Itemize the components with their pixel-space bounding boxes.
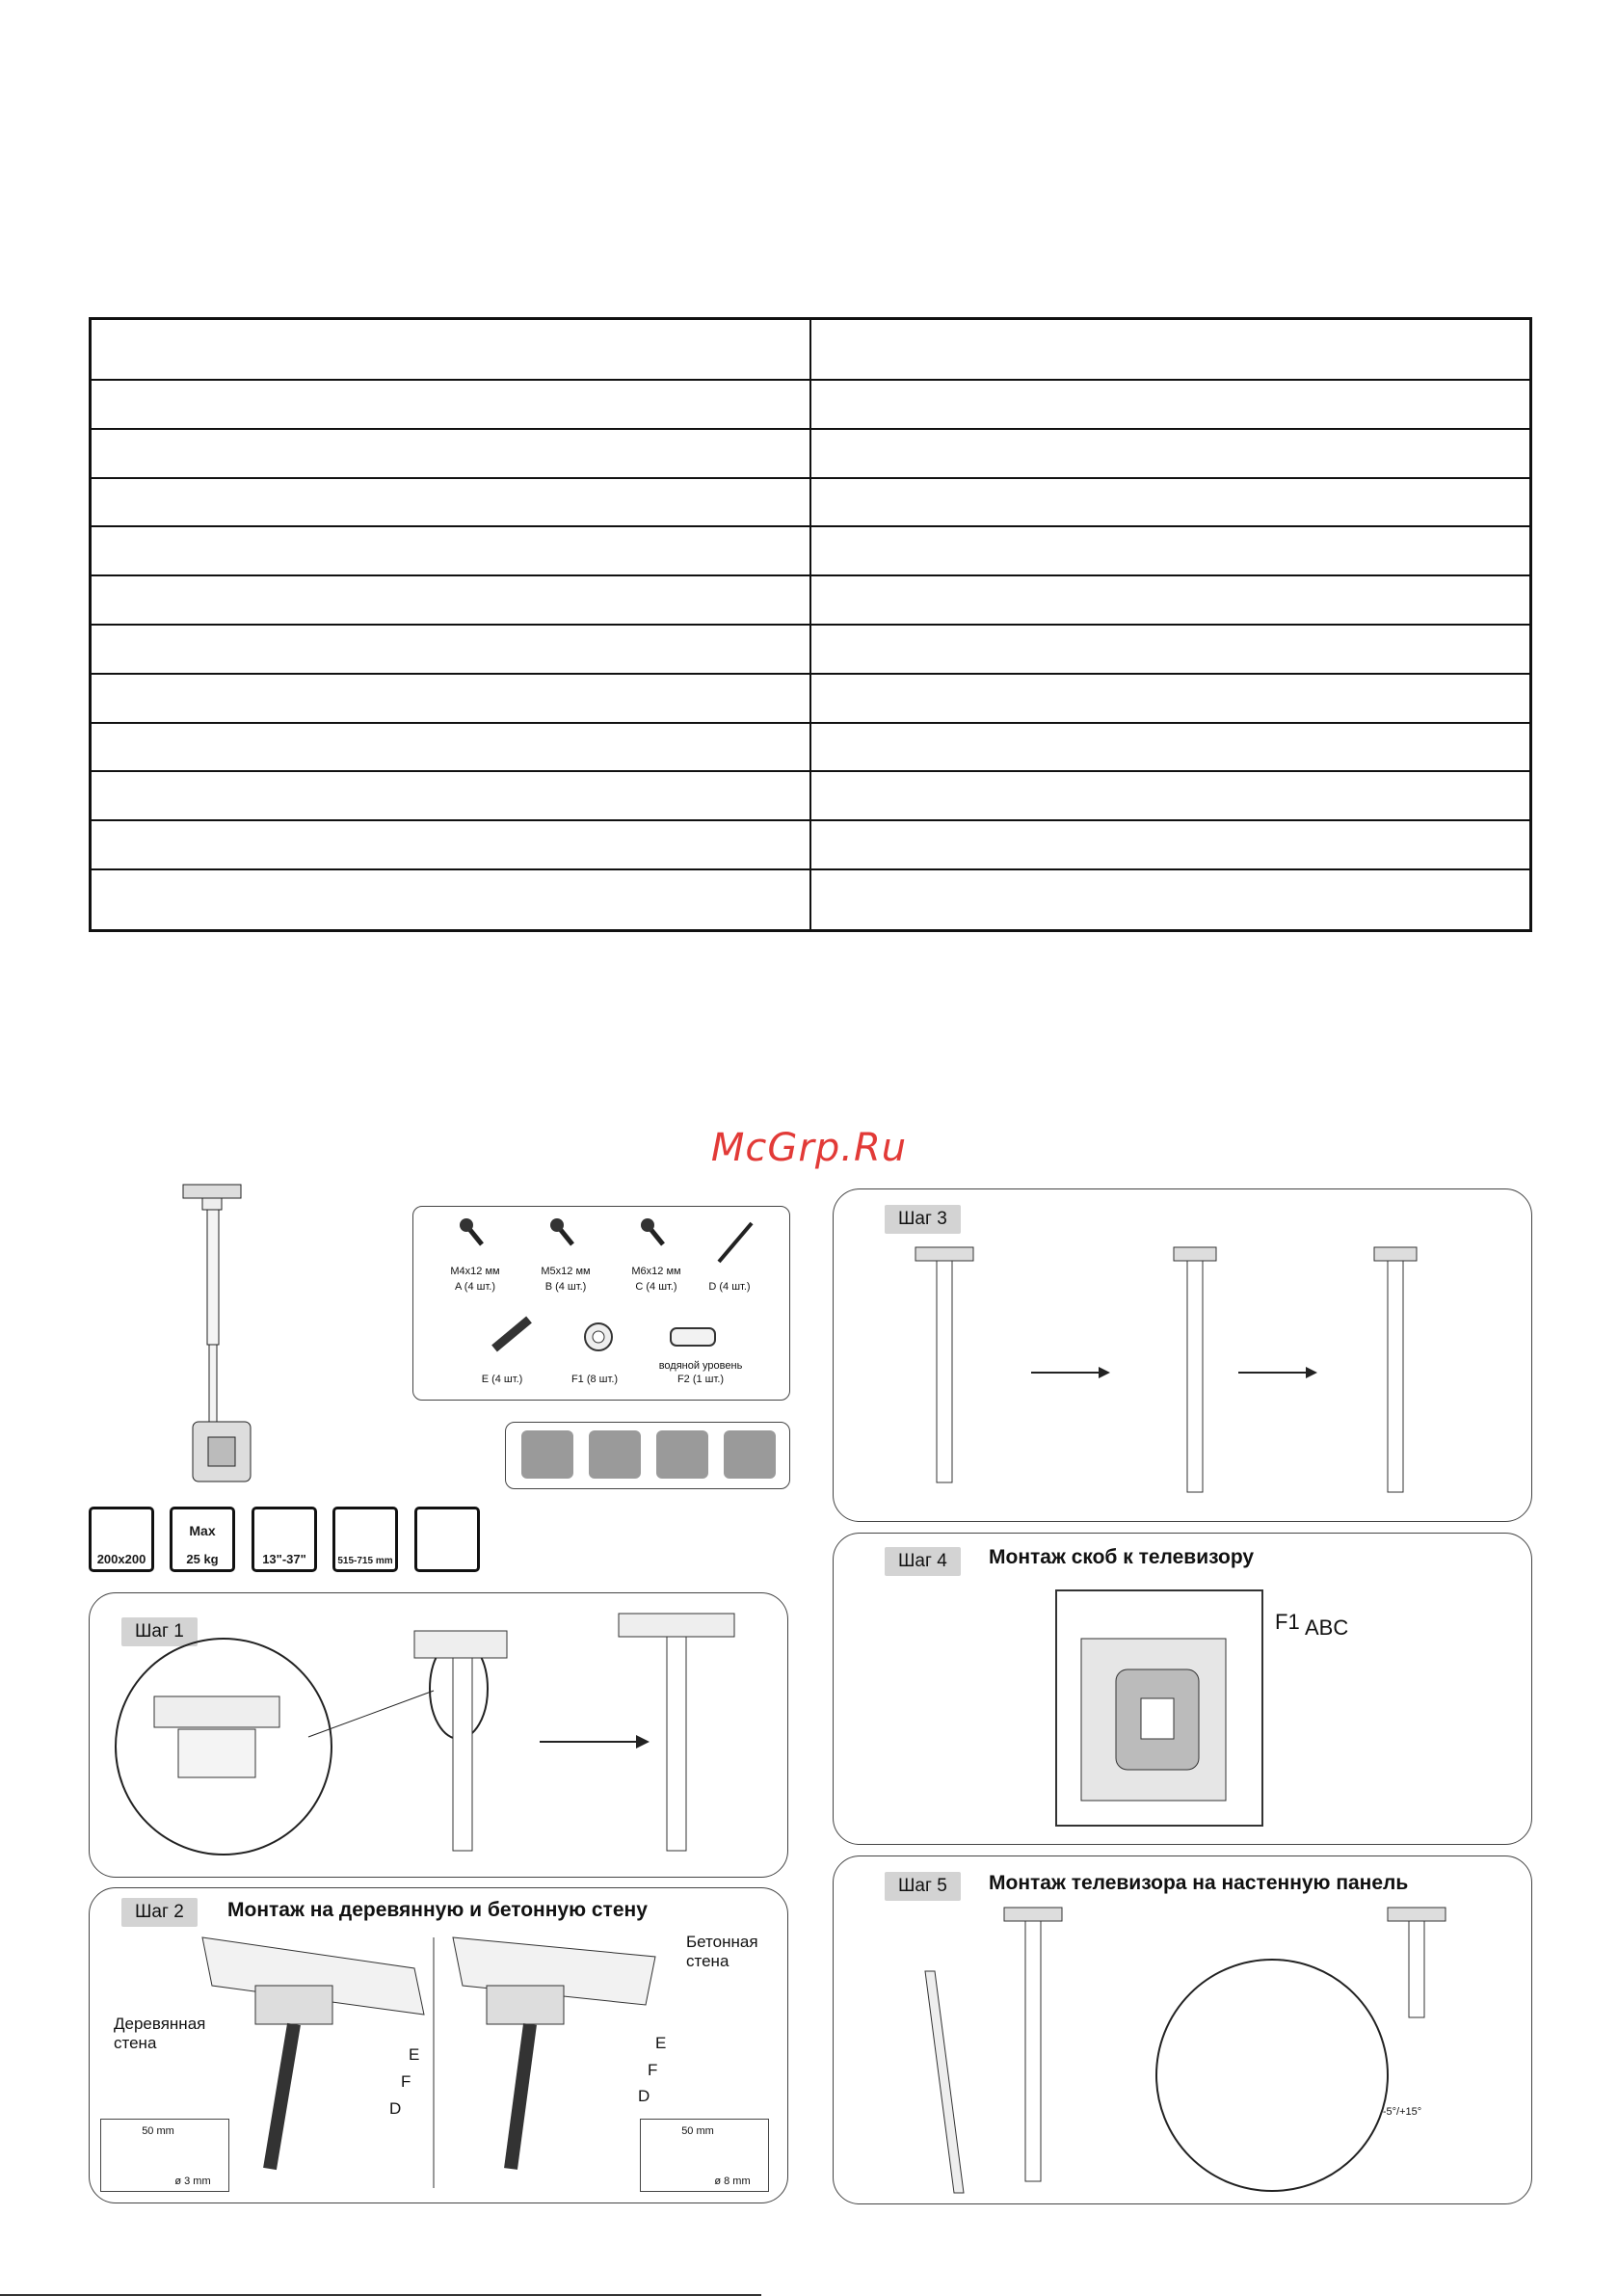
level-label: F2 (1 шт.)	[676, 1374, 725, 1385]
table-cell	[810, 575, 1531, 625]
screw-b-size: M5x12 мм	[541, 1266, 591, 1277]
table-row	[91, 723, 1531, 772]
screw-c-label: C (4 шт.)	[635, 1281, 677, 1293]
screw-a-icon	[461, 1219, 490, 1248]
screw-b-label: B (4 шт.)	[544, 1281, 587, 1293]
table-cell	[810, 319, 1531, 381]
table-cell	[810, 820, 1531, 869]
concrete-depth: 50 mm	[681, 2125, 714, 2137]
screw-a-size: M4x12 мм	[450, 1266, 500, 1277]
table-cell	[91, 380, 811, 429]
washer-label: F1 (8 шт.)	[570, 1374, 619, 1385]
table-cell	[91, 575, 811, 625]
table-cell	[810, 526, 1531, 575]
step4-badge: Шаг 4	[885, 1547, 961, 1576]
table-row	[91, 674, 1531, 723]
table-row	[91, 380, 1531, 429]
wood-depth: 50 mm	[142, 2125, 174, 2137]
wood-wall-label: Деревянная стена	[114, 2015, 206, 2052]
table-row	[91, 820, 1531, 869]
concrete-wall-label: Бетонная стена	[686, 1933, 758, 1970]
table-row	[91, 575, 1531, 625]
screw-c-size: M6x12 мм	[631, 1266, 681, 1277]
step4-diagram	[1056, 1590, 1268, 1831]
screw-b-icon	[551, 1219, 580, 1248]
label-e-left: E	[409, 2045, 420, 2064]
max-load-value: 25 kg	[186, 1552, 219, 1566]
table-row	[91, 526, 1531, 575]
table-row	[91, 478, 1531, 527]
screw-a-label: A (4 шт.)	[455, 1281, 495, 1293]
anchor-label: E (4 шт.)	[481, 1374, 523, 1385]
table-cell	[91, 429, 811, 478]
table-row	[91, 319, 1531, 381]
screen-size-icon	[252, 1507, 317, 1572]
table-cell	[91, 625, 811, 674]
watermark: McGrp.Ru	[710, 1126, 908, 1170]
table-cell	[810, 429, 1531, 478]
step5-diagram	[925, 1904, 1503, 2193]
step3-badge: Шаг 3	[885, 1205, 961, 1234]
step2-title: Монтаж на деревянную и бетонную стену	[227, 1899, 648, 1921]
anchor-icon	[487, 1316, 535, 1354]
table-cell	[810, 380, 1531, 429]
wood-drill-diameter: ø 3 mm	[174, 2176, 211, 2187]
table-cell	[91, 319, 811, 381]
table-row	[91, 429, 1531, 478]
step4-title: Монтаж скоб к телевизору	[989, 1546, 1255, 1568]
table-row	[91, 869, 1531, 931]
table-cell	[810, 478, 1531, 527]
label-d-right: D	[638, 2087, 650, 2105]
max-title: Max	[189, 1523, 216, 1538]
label-e-right: E	[655, 2034, 667, 2052]
screwdriver-tool-icon	[589, 1430, 641, 1479]
label-f-right: F	[648, 2061, 658, 2079]
water-level-icon	[668, 1322, 720, 1351]
screw-c-icon	[642, 1219, 671, 1248]
spec-table	[89, 317, 1532, 932]
table-row	[91, 625, 1531, 674]
label-f-left: F	[401, 2072, 411, 2091]
ceiling-icon	[414, 1507, 480, 1572]
table-cell	[810, 625, 1531, 674]
screw-d-icon	[713, 1219, 761, 1268]
screw-d-label: D (4 шт.)	[708, 1281, 751, 1293]
table-cell	[810, 674, 1531, 723]
table-cell	[91, 478, 811, 527]
table-cell	[91, 674, 811, 723]
washer-icon	[582, 1321, 615, 1353]
height-range-icon	[332, 1507, 398, 1572]
step5-badge: Шаг 5	[885, 1872, 961, 1901]
vesa-value: 200x200	[96, 1552, 146, 1566]
table-cell	[91, 820, 811, 869]
step3-diagram	[896, 1243, 1513, 1513]
vesa-icon	[89, 1507, 154, 1572]
tilt-range: -5°/+15°	[1382, 2106, 1422, 2118]
drill-tool-icon	[656, 1430, 708, 1479]
height-range-value: 515-715 mm	[337, 1556, 393, 1566]
screen-size-value: 13"-37"	[262, 1552, 306, 1566]
label-abc: ABC	[1305, 1615, 1349, 1640]
product-illustration	[173, 1181, 308, 1489]
table-cell	[810, 723, 1531, 772]
label-d-left: D	[389, 2099, 402, 2118]
table-cell	[91, 771, 811, 820]
table-row	[91, 771, 1531, 820]
table-cell	[810, 771, 1531, 820]
max-load-icon	[170, 1507, 235, 1572]
concrete-drill-diameter: ø 8 mm	[714, 2176, 751, 2187]
table-cell	[810, 869, 1531, 931]
pencil-tool-icon	[521, 1430, 573, 1479]
step1-diagram	[116, 1602, 771, 1872]
wrench-tool-icon	[724, 1430, 776, 1479]
step5-title: Монтаж телевизора на настенную панель	[989, 1872, 1409, 1894]
step1-badge: Шаг 1	[121, 1617, 198, 1646]
table-cell	[91, 723, 811, 772]
table-cell	[91, 869, 811, 931]
table-cell	[91, 526, 811, 575]
label-f1: F1	[1275, 1610, 1300, 1634]
level-name: водяной уровень	[658, 1360, 743, 1372]
step2-badge: Шаг 2	[121, 1898, 198, 1927]
